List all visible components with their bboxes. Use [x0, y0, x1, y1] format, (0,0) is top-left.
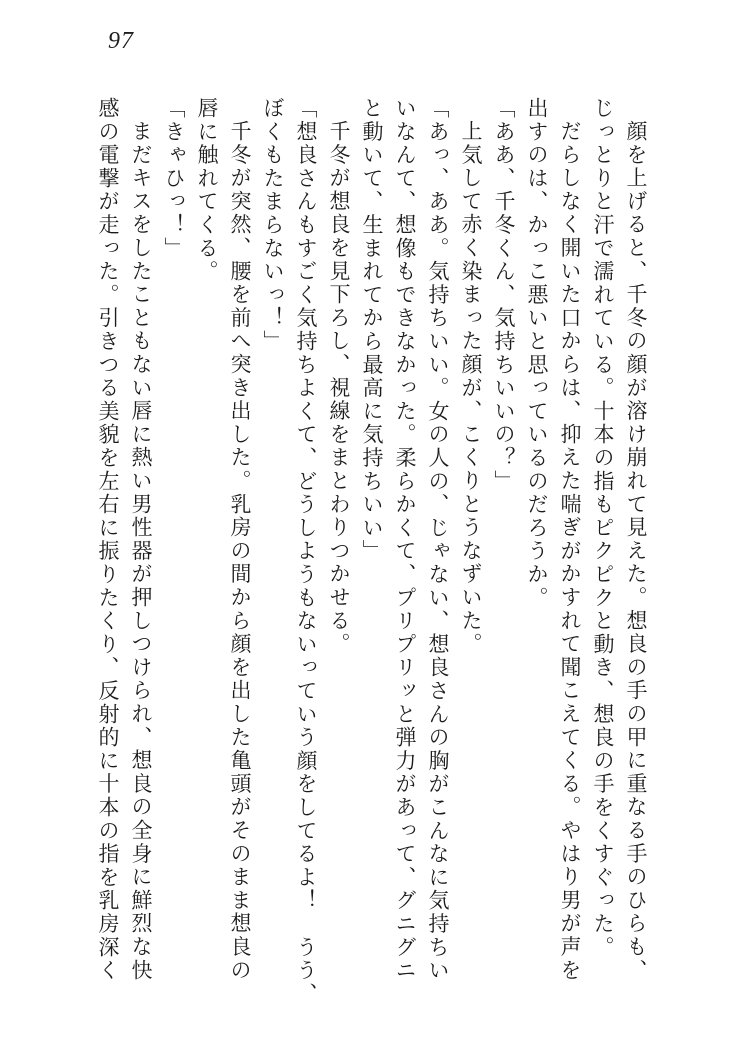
text-line: 「あっ、ああ。気持ちいい。女の人の、じゃない、想良さんの胸がこんなに気持ちい	[426, 97, 450, 983]
text-line: 「想良さんもすごく気持ちよくて、どうしようもないっていう顔をしてるよ！ うう、	[294, 97, 318, 1006]
text-line: だらしなく開いた口からは、抑えた喘ぎがかすれて聞こえてくる。やはり男が声を	[558, 120, 582, 983]
text-line: 「ああ、千冬くん、気持ちいいの？」	[492, 97, 516, 494]
text-line: と動いて、生まれてから最高に気持ちいい」	[360, 97, 384, 563]
text-line: まだキスをしたこともない唇に熱い男性器が押しつけられ、想良の全身に鮮烈な快	[129, 120, 153, 983]
text-line: 千冬が想良を見下ろし、視線をまとわりつかせる。	[327, 120, 351, 656]
page-number: 97	[108, 28, 134, 54]
text-line: 「きゃひっ！」	[162, 97, 186, 261]
text-line: 感の電撃が走った。引きつる美貌を左右に振りたくり、反射的に十本の指を乳房深く	[96, 97, 120, 983]
text-line: ぼくもたまらないっ！」	[261, 97, 285, 354]
text-line: 唇に触れてくる。	[195, 97, 219, 284]
text-line: いなんて、想像もできなかった。柔らかくて、プリプリッと弾力があって、グニグニ	[393, 97, 417, 983]
text-line: 顔を上げると、千冬の顔が溶け崩れて見えた。想良の手の甲に重なる手のひらも、	[624, 120, 648, 983]
text-line: 千冬が突然、腰を前へ突き出した。乳房の間から顔を出した亀頭がそのまま想良の	[228, 120, 252, 983]
text-line: 上気して赤く染まった顔が、こくりとうなずいた。	[459, 120, 483, 656]
text-line: じっとりと汗で濡れている。十本の指もピクピクと動き、想良の手をくすぐった。	[591, 97, 615, 960]
text-line: 出すのは、かっこ悪いと思っているのだろうか。	[525, 97, 549, 610]
page-text	[91, 97, 652, 1006]
